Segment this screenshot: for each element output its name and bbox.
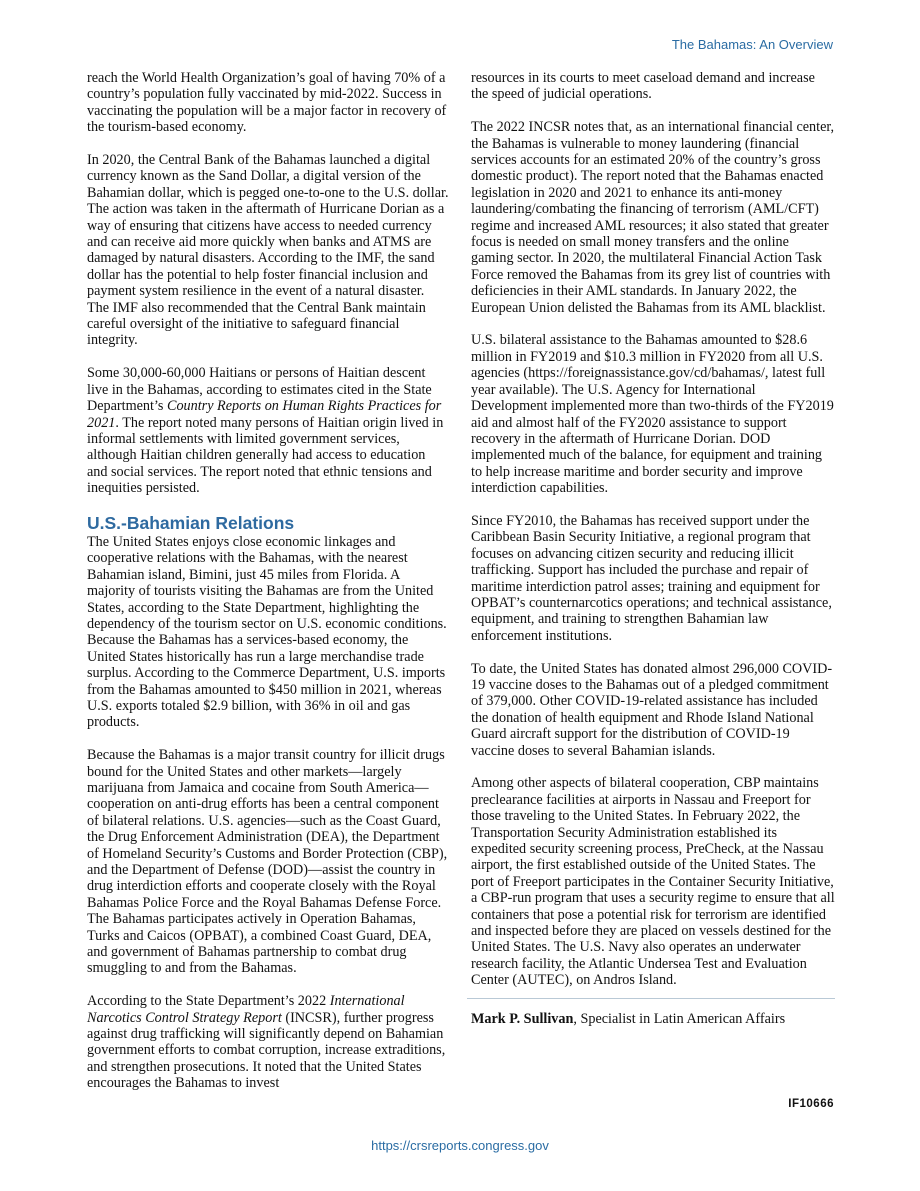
paragraph — [87, 993, 449, 1091]
paragraph: U.S. bilateral assistance to the Bahamas amounted to $28.6 million in FY2019 and $10.3 million in FY2020 from all U.S. agencies (https://foreignassistance.gov/cd/bahamas/, latest full year available). The U.S. Agency for International Development implemented more than two-thirds of the FY2019 aid and almost half of the FY2020 assistance to support recovery in the aftermath of Hurricane Dorian. DOD implemented much of the balance, for equipment and training to help increase maritime and border security and improve interdiction capabilities. — [471, 332, 834, 497]
paragraph: reach the World Health Organization’s goal of having 70% of a country’s population fully vaccinated by mid-2022. Success in vaccinating the population will be a major factor in recovery of the tourism-based economy. — [87, 70, 447, 136]
paragraph: Among other aspects of bilateral cooperation, CBP maintains preclearance facilities at airports in Nassau and Freeport for those traveling to the United States. In February 2022, the Transportation Security Administration established its expedited security screening process, PreCheck, at the Nassau airport, the first established outside of the United States. The port of Freeport participates in the Container Security Initiative, a CBP-run program that uses a security regime to ensure that all containers that pose a potential risk for terrorism are identified and inspected before they are placed on vessels destined for the United States. The U.S. Navy also operates an underwater research facility, the Atlantic Undersea Test and Evaluation Center (AUTEC), on Andros Island. — [471, 775, 835, 989]
paragraph-text: According to the State Department’s 2022 — [87, 993, 330, 1010]
running-header-title: The Bahamas: An Overview — [671, 37, 833, 52]
author-divider — [467, 998, 835, 999]
author-line — [471, 1011, 835, 1027]
paragraph: The United States enjoys close economic linkages and cooperative relations with the Bahamas, with the nearest Bahamian island, Bimini, just 45 miles from Florida. A majority of tourists visiting the Bahamas are from the United States, according to the State Department, highlighting the dependency of the tourism sector on U.S. economic conditions. Because the Bahamas has a services-based economy, the United States historically has run a large merchandise trade surplus. According to the Commerce Department, U.S. imports from the Bahamas amounted to $450 million in 2021, whereas U.S. exports totaled $2.9 billion, with 36% in oil and gas products. — [87, 533, 447, 731]
paragraph: Because the Bahamas is a major transit country for illicit drugs bound for the United States and other markets—largely marijuana from Jamaica and cocaine from South America—cooperation on anti-drug efforts has been a central component of bilateral relations. U.S. agencies—such as the Coast Guard, the Drug Enforcement Administration (DEA), the Department of Homeland Security’s Customs and Border Protection (CBP), and the Department of Defense (DOD)—assist the country in drug interdiction efforts and cooperate closely with the Royal Bahamas Police Force and the Royal Bahamas Defense Force. The Bahamas participates actively in Operation Bahamas, Turks and Caicos (OPBAT), a combined Coast Guard, DEA, and government of Bahamas partnership to combat drug smuggling to and from the Bahamas. — [87, 747, 448, 977]
paragraph: resources in its courts to meet caseload demand and increase the speed of judicial operations. — [471, 70, 815, 103]
section-heading: U.S.-Bahamian Relations — [87, 512, 295, 533]
paragraph-text: . The report noted many persons of Haitian origin lived in informal settlements with limited government services, although Haitian children generally had access to education and social services. The report noted that ethnic tensions and inequities persisted. — [87, 414, 444, 497]
report-id: IF10666 — [788, 1098, 834, 1110]
footer-url-link[interactable]: https://crsreports.congress.gov — [371, 1138, 549, 1153]
paragraph: The 2022 INCSR notes that, as an international financial center, the Bahamas is vulnerable to money laundering (financial services accounts for an estimated 20% of the country’s gross domestic product). The report noted that the Bahamas enacted legislation in 2020 and 2021 to enhance its anti-money laundering/combating the financing of terrorism (AML/CFT) regime and increased AML resources; it also stated that greater focus is needed on small money transfers and the online gaming sector. In 2020, the multilateral Financial Action Task Force removed the Bahamas from its grey list of countries with deficiencies in their AML standards. In January 2022, the European Union delisted the Bahamas from its AML blacklist. — [471, 119, 835, 316]
right-column — [471, 70, 835, 1027]
author-name: Mark P. Sullivan — [471, 1010, 574, 1027]
paragraph — [87, 365, 449, 496]
report-title-italic: International Narcotics Control Strategy Report — [87, 993, 405, 1026]
paragraph-text: (INCSR), further progress against drug trafficking will significantly depend on Bahamian government efforts to combat corruption, increase extraditions, and strengthen prosecutions. It noted that the United States encourages the Bahamas to invest — [87, 1009, 446, 1092]
paragraph-text: Some 30,000-60,000 Haitians or persons of Haitian descent live in the Bahamas, according to estimates cited in the State Department’s — [87, 365, 432, 415]
report-title-italic: Country Reports on Human Rights Practices for 2021 — [87, 398, 442, 431]
paragraph: To date, the United States has donated almost 296,000 COVID-19 vaccine doses to the Bahamas out of a pledged commitment of 379,000. Other COVID-19-related assistance has included the donation of health equipment and Rhode Island National Guard aircraft support for the distribution of COVID-19 vaccine doses to several Bahamian islands. — [471, 660, 833, 759]
author-role: , Specialist in Latin American Affairs — [573, 1010, 786, 1027]
left-column — [87, 70, 449, 1092]
paragraph: In 2020, the Central Bank of the Bahamas launched a digital currency known as the Sand Dollar, a digital version of the Bahamian dollar, which is pegged one-to-one to the U.S. dollar. The action was taken in the aftermath of Hurricane Dorian as a way of ensuring that citizens have access to needed currency and can receive aid more quickly when banks and ATMS are damaged by natural disasters. According to the IMF, the sand dollar has the potential to help foster financial inclusion and payment system resilience in the event of a natural disaster. The IMF also recommended that the Central Bank maintain careful oversight of the initiative to safeguard financial integrity. — [87, 152, 449, 349]
paragraph: Since FY2010, the Bahamas has received support under the Caribbean Basin Security Initiative, a regional program that focuses on advancing citizen security and reducing illicit trafficking. Support has included the purchase and repair of maritime interdiction patrol asses; training and equipment for OPBAT’s counternarcotics operations; and technical assistance, equipment, and training to strengthen Bahamian law enforcement institutions. — [471, 512, 832, 644]
